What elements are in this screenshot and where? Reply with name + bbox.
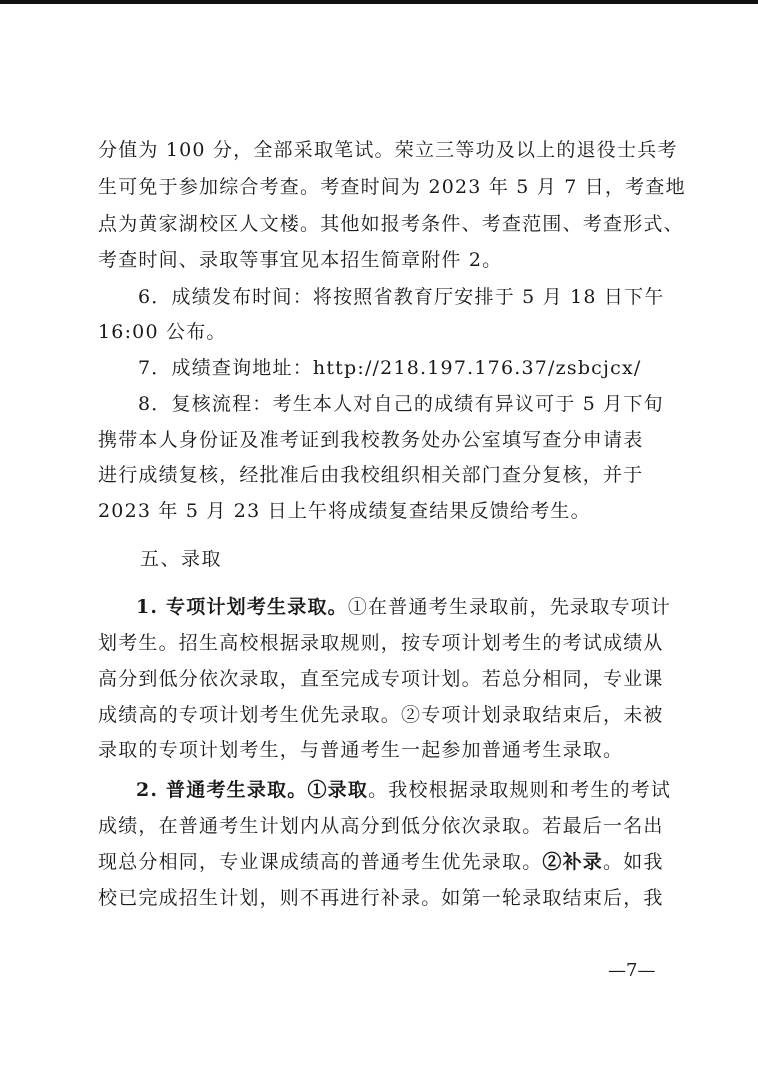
text-line: 8．复核流程：考生本人对自己的成绩有异议可于 5 月下旬 — [138, 393, 664, 415]
bold-lead: 2. 普通考生录取。 — [136, 779, 308, 801]
text-line: 6．成绩发布时间：将按照省教育厅安排于 5 月 18 日下午 — [138, 286, 665, 308]
text-line: 成绩高的专项计划考生优先录取。②专项计划录取结束后，未被 — [98, 704, 664, 726]
section-heading: 五、录取 — [140, 548, 223, 570]
text-line — [136, 595, 671, 619]
text-line: 录取的专项计划考生，与普通考生一起参加普通考生录取。 — [98, 739, 624, 761]
text-line: 分值为 100 分，全部采取笔试。荣立三等功及以上的退役士兵考 — [98, 139, 678, 161]
top-border — [0, 0, 758, 4]
text-line — [136, 778, 671, 802]
text-line: 进行成绩复核，经批准后由我校组织相关部门查分复核，并于 — [98, 464, 644, 486]
text-line: 携带本人身份证及准考证到我校教务处办公室填写查分申请表 — [98, 429, 644, 451]
text-line: 成绩，在普通考生计划内从高分到低分依次录取。若最后一名出 — [98, 815, 664, 837]
text-line: 16:00 公布。 — [98, 321, 227, 343]
text-line: 校已完成招生计划，则不再进行补录。如第一轮录取结束后，我 — [98, 887, 664, 909]
text-line: 生可免于参加综合考查。考查时间为 2023 年 5 月 7 日，考查地 — [98, 176, 686, 198]
bold-lead: 1. 专项计划考生录取。 — [136, 596, 348, 618]
text-span: ①在普通考生录取前，先录取专项计 — [347, 596, 672, 618]
bold-sublabel: ②补录 — [542, 851, 604, 873]
text-line: 高分到低分依次录取，直至完成专项计划。若总分相同，专业课 — [98, 668, 664, 690]
text-line: 划考生。招生高校根据录取规则，按专项计划考生的考试成绩从 — [98, 632, 664, 654]
bold-sublabel: ①录取 — [307, 779, 369, 801]
text-line — [98, 850, 664, 874]
text-span: 现总分相同，专业课成绩高的普通考生优先录取。 — [98, 851, 543, 873]
text-line: 2023 年 5 月 23 日上午将成绩复查结果反馈给考生。 — [98, 500, 591, 522]
text-line: 考查时间、录取等事宜见本招生简章附件 2。 — [98, 249, 503, 271]
text-span: 。如我 — [603, 851, 664, 873]
page-number: —7— — [608, 960, 656, 981]
text-line: 7．成绩查询地址：http://218.197.176.37/zsbcjcx/ — [138, 357, 642, 379]
text-span: 。我校根据录取规则和考生的考试 — [368, 779, 672, 801]
text-line: 点为黄家湖校区人文楼。其他如报考条件、考查范围、考查形式、 — [98, 213, 684, 235]
